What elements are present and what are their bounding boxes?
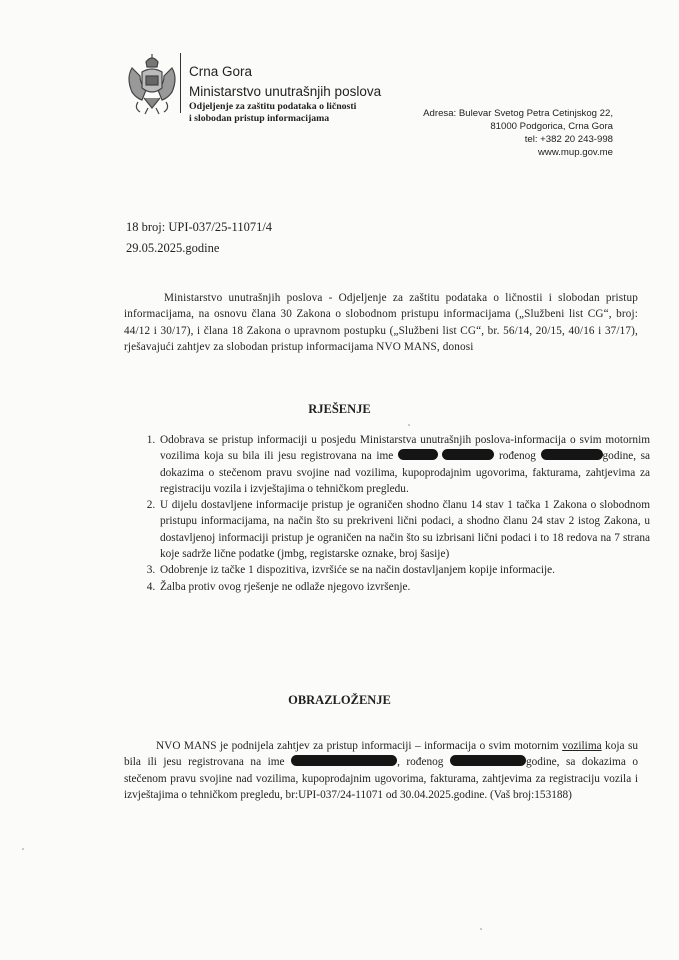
decision-item-3: 3. Odobrenje iz tačke 1 dispozitiva, izvršiće se na način dostavljanjem kopije informacije.	[158, 562, 650, 578]
redaction-name-part2	[442, 449, 494, 460]
redaction-name	[291, 755, 397, 766]
decision-list	[136, 432, 650, 595]
reasoning-part1b: vozilima	[562, 740, 602, 752]
decision-item-1-part1: Odobrava se pristup informaciji u posjedu Ministarstva unutrašnjih poslova-informacija o svim motornim vozilima koja su bila ili jesu registrovana na ime	[160, 434, 650, 463]
department-line-1: Odjeljenje za zaštitu podataka o ličnosti	[189, 101, 357, 112]
redaction-birth-date-2	[450, 755, 526, 766]
reference-date: 29.05.2025.godine	[126, 241, 220, 255]
ministry-name: Ministarstvo unutrašnjih poslova	[189, 84, 382, 99]
address-city: 81000 Podgorica, Crna Gora	[490, 121, 613, 132]
department-line-2: i slobodan pristup informacijama	[189, 113, 330, 124]
scan-speck	[408, 424, 410, 426]
reasoning-part1: NVO MANS je podnijela zahtjev za pristup informaciji – informacija o svim motornim	[156, 740, 559, 752]
decision-item-1-part2: rođenog	[498, 450, 536, 463]
decision-item-1-part3: godine, sa dokazima o stečenom pravu svojine nad vozilima, kupoprodajnim ugovorima, fakturama, zahtjevima za registraciju vozila i izvještajima o tehničkom pregledu.	[160, 450, 651, 495]
decision-item-2: 2. U dijelu dostavljene informacije pristup je ograničen shodno članu 14 stav 1 tačka 1 Zakona o slobodnom pristupu informacijama, na način što su prekriveni lični podaci, a shodno članu 24 stav 2 istog Zakona, u dostavljenoj informaciji pristup je ograničen na način što su izbrisani lični podaci i to 18 redova na 7 strana koje sadrže lične podatke (jmbg, registarske oznake, broj šasije)	[158, 497, 650, 562]
decision-item-4: 4. Žalba protiv ovog rješenje ne odlaže njegovo izvršenje.	[158, 579, 650, 595]
reasoning-part2: koja su bila ili jesu registrovana na ime	[124, 740, 638, 769]
reference-block	[126, 217, 272, 259]
country-name: Crna Gora	[189, 64, 253, 79]
department-name	[189, 101, 356, 125]
intro-paragraph: Ministarstvo unutrašnjih poslova - Odjeljenje za zaštitu podataka o ličnostii i slobodan pristup informacijama, na osnovu člana 30 Zakona o slobodnom pristupu informacijama („Službeni list CG“, broj: 44/12 i 30/17), i člana 18 Zakona o upravnom postupku („Službeni list CG“, br. 56/14, 20/15, 40/16 i 37/17), rješavajući zahtjev za slobodan pristup informacijama NVO MANS, donosi	[124, 292, 638, 354]
redaction-name-part1	[398, 449, 438, 460]
scan-speck	[480, 928, 482, 930]
coat-of-arms-icon	[124, 52, 180, 116]
reasoning-title: OBRAZLOŽENJE	[288, 693, 391, 707]
address-website: www.mup.gov.me	[538, 147, 613, 158]
address-phone: tel: +382 20 243-998	[524, 134, 613, 145]
reasoning-part4: godine, sa dokazima o stečenom pravu svojine nad vozilima, kupoprodajnim ugovorima, fakturama, zahtjevima za registraciju vozila i izvještajima o tehničkom pregledu, br:UPI-037/24-11071 od 30.04.2025.godine. (Vaš broj:153188)	[124, 756, 639, 802]
header-divider	[180, 53, 181, 113]
scan-speck	[22, 848, 24, 850]
decision-item-1	[158, 432, 650, 497]
address-street: Adresa: Bulevar Svetog Petra Cetinjskog 22,	[423, 108, 613, 119]
address-block	[423, 107, 613, 159]
redaction-birth-date	[541, 449, 603, 460]
decision-title: RJEŠENJE	[308, 402, 371, 416]
reasoning-paragraph	[124, 738, 638, 804]
reasoning-part3: , rođenog	[397, 756, 444, 769]
reference-number: 18 broj: UPI-037/25-11071/4	[126, 220, 273, 234]
